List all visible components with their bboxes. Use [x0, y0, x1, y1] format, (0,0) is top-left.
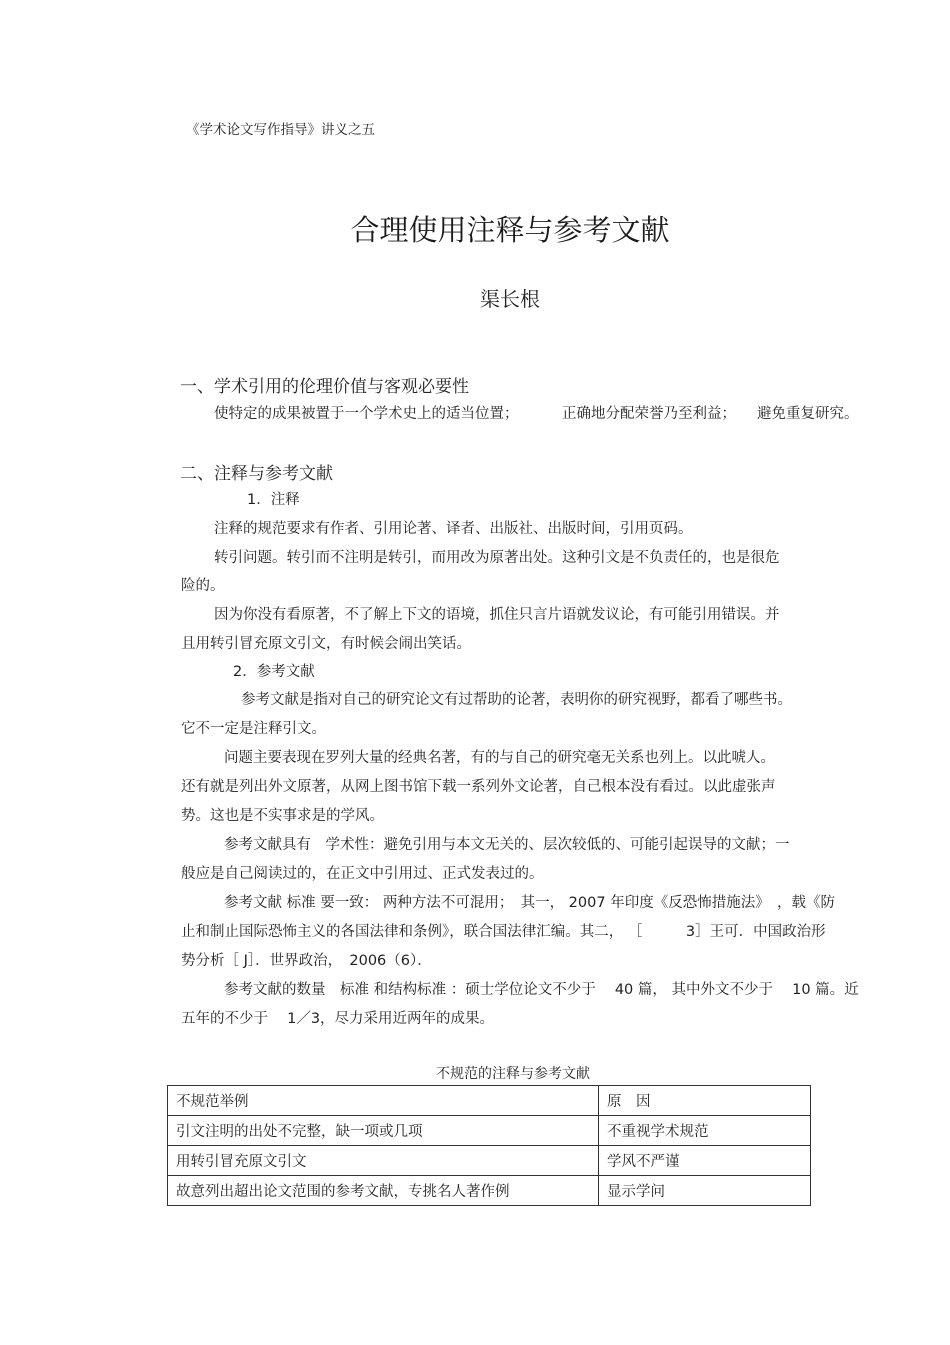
- paragraph: 注释的规范要求有作者、引用论著、译者、出版社、出版时间，引用页码。: [214, 521, 693, 537]
- paragraph-line: 它不一定是注释引文。: [181, 721, 326, 737]
- paragraph-line: 参考文献 标准 要一致： 两种方法不可混用； 其一， 2007 年印度《反恐怖措施法》 ，载《防: [224, 895, 835, 911]
- paragraph-line: 还有就是列出外文原著，从网上图书馆下载一系列外文论著，自己根本没有看过。以此虚张声: [181, 779, 776, 795]
- page-title: 合理使用注释与参考文献: [350, 213, 670, 247]
- section1-heading: 一、学术引用的伦理价值与客观必要性: [180, 377, 469, 397]
- table-row: [168, 1116, 811, 1146]
- series-header: 《学术论文写作指导》讲义之五: [186, 122, 375, 138]
- paragraph-line: 因为你没有看原著，不了解上下文的语境，抓住只言片语就发议论，有可能引用错误。并: [214, 607, 780, 623]
- paragraph-line: 险的。: [181, 578, 225, 594]
- author-name: 渠长根: [480, 287, 540, 311]
- paragraph-line: 问题主要表现在罗列大量的经典名著，有的与自己的研究毫无关系也列上。以此唬人。: [224, 750, 775, 766]
- subsection-references: 2．参考文献: [233, 664, 315, 680]
- section2-heading: 二、注释与参考文献: [180, 464, 333, 484]
- paragraph-line: 五年的不少于 1／3，尽力采用近两年的成果。: [181, 1011, 495, 1027]
- paragraph-line: 止和制止国际恐怖主义的各国法律和条例》，联合国法律汇编。其二， ［ 3］王可．中国政治形: [181, 924, 826, 940]
- paragraph-line: 势分析［ J］．世界政治， 2006（6）．: [181, 953, 432, 969]
- column-header-example: 不规范举例: [168, 1086, 599, 1116]
- table-row: [168, 1146, 811, 1176]
- paragraph-line: 势。这也是不实事求是的学风。: [181, 808, 384, 824]
- table-cell: 显示学问: [599, 1176, 811, 1206]
- section1-point-2: 正确地分配荣誉乃至利益；: [562, 406, 736, 422]
- table-cell: 引文注明的出处不完整，缺一项或几项: [168, 1116, 599, 1146]
- citation-issues-table: [167, 1085, 811, 1206]
- section1-point-1: 使特定的成果被置于一个学术史上的适当位置；: [214, 406, 519, 422]
- section1-point-3: 避免重复研究。: [757, 406, 859, 422]
- table-caption: 不规范的注释与参考文献: [436, 1066, 590, 1082]
- table-header-row: [168, 1086, 811, 1116]
- paragraph-line: 参考文献的数量 标准 和结构标准 ：硕士学位论文不少于 40 篇， 其中外文不少于 10 篇。近: [224, 982, 859, 998]
- table-cell: 故意列出超出论文范围的参考文献，专挑名人著作例: [168, 1176, 599, 1206]
- subsection-notes: 1．注释: [247, 492, 300, 508]
- table-cell: 用转引冒充原文引文: [168, 1146, 599, 1176]
- table-row: [168, 1176, 811, 1206]
- table-cell: 不重视学术规范: [599, 1116, 811, 1146]
- paragraph-line: 参考文献是指对自己的研究论文有过帮助的论著，表明你的研究视野，都看了哪些书。: [241, 692, 792, 708]
- table-cell: 学风不严谨: [599, 1146, 811, 1176]
- paragraph-line: 参考文献具有 学术性：避免引用与本文无关的、层次较低的、可能引起误导的文献；一: [224, 837, 790, 853]
- column-header-reason: 原 因: [599, 1086, 811, 1116]
- paragraph-line: 般应是自己阅读过的，在正文中引用过、正式发表过的。: [181, 866, 544, 882]
- paragraph-line: 且用转引冒充原文引文，有时候会闹出笑话。: [181, 636, 471, 652]
- paragraph-line: 转引问题。转引而不注明是转引，而用改为原著出处。这种引文是不负责任的，也是很危: [214, 550, 780, 566]
